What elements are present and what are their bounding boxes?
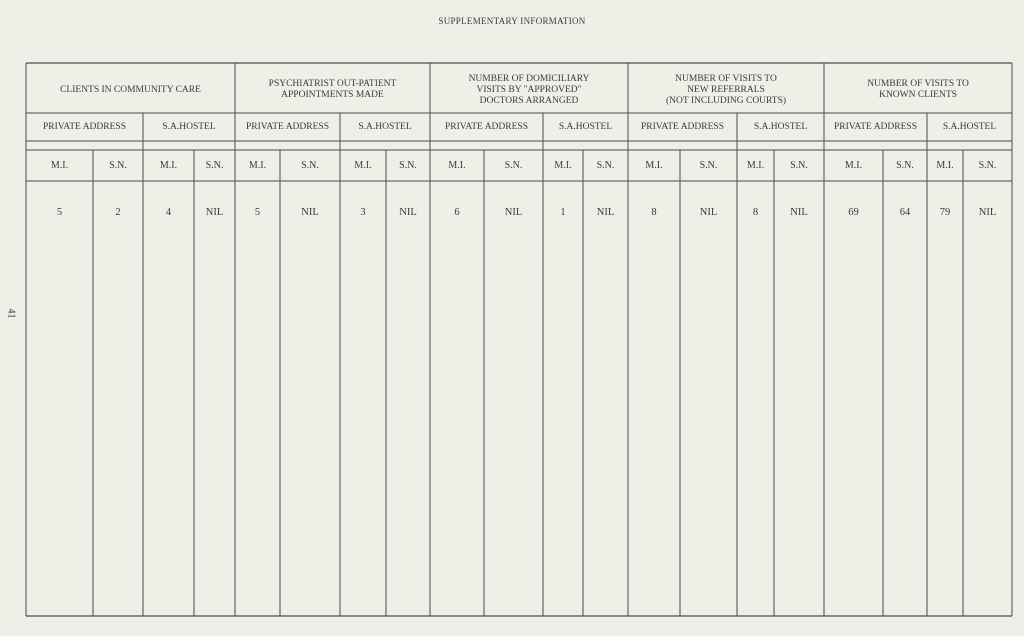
column-header: S.N.	[596, 160, 615, 171]
column-header: M.I.	[448, 160, 466, 171]
column-header: M.I.	[936, 160, 954, 171]
table-cell: 64	[899, 206, 911, 218]
column-header: S.N.	[790, 160, 808, 171]
column-header: S.N.	[109, 160, 127, 171]
table-cell: NIL	[596, 206, 615, 218]
subgroup-header: PRIVATE ADDRESS	[641, 121, 724, 132]
group-header: NUMBER OF VISITS TO KNOWN CLIENTS	[867, 79, 969, 100]
table-cell: 8	[651, 206, 657, 218]
table-cell: 8	[752, 206, 759, 218]
table-cell: 79	[939, 206, 951, 218]
column-header: M.I.	[159, 160, 178, 171]
table-cell: NIL	[978, 206, 997, 218]
column-header: M.I.	[554, 160, 572, 171]
table-cell: NIL	[699, 206, 718, 218]
subgroup-header: S.A.HOSTEL	[358, 121, 412, 132]
group-header: CLIENTS IN COMMUNITY CARE	[60, 84, 201, 95]
column-header: M.I.	[248, 160, 267, 171]
table-cell: NIL	[790, 206, 808, 218]
table-cell: 5	[254, 206, 261, 218]
subgroup-header: S.A.HOSTEL	[753, 121, 808, 132]
table-cell: NIL	[399, 206, 417, 218]
table-cell: NIL	[504, 206, 523, 218]
table-cell: 5	[56, 206, 63, 218]
subgroup-header: S.A.HOSTEL	[558, 121, 613, 132]
subgroup-header: PRIVATE ADDRESS	[43, 121, 126, 132]
table-cell: 2	[115, 206, 121, 218]
table-cell: NIL	[205, 206, 224, 218]
subgroup-header: S.A.HOSTEL	[162, 121, 216, 132]
column-header: M.I.	[746, 160, 765, 171]
group-header: PSYCHIATRIST OUT-PATIENT APPOINTMENTS MADE	[268, 79, 397, 100]
page-title: SUPPLEMENTARY INFORMATION	[438, 16, 586, 26]
group-header: NUMBER OF DOMICILIARY VISITS BY "APPROVED" DOCTORS ARRANGED	[468, 73, 590, 106]
table-cell: 4	[165, 206, 172, 218]
column-header: S.N.	[699, 160, 718, 171]
column-header: S.N.	[205, 160, 224, 171]
column-header: M.I.	[844, 160, 863, 171]
subgroup-header: PRIVATE ADDRESS	[246, 121, 329, 132]
page-number: 41	[5, 308, 17, 319]
table-cell: 1	[560, 206, 566, 218]
table-cell: 69	[848, 206, 859, 218]
table-cell: 3	[360, 206, 366, 218]
group-header: NUMBER OF VISITS TO NEW REFERRALS (NOT INCLUDING COURTS)	[665, 73, 787, 106]
column-header: S.N.	[504, 160, 523, 171]
column-header: M.I.	[50, 160, 69, 171]
column-header: S.N.	[896, 160, 914, 171]
subgroup-header: S.A.HOSTEL	[942, 121, 997, 132]
table-cell: 6	[454, 206, 460, 218]
column-header: S.N.	[301, 160, 319, 171]
subgroup-header: PRIVATE ADDRESS	[445, 121, 528, 132]
table-cell: NIL	[301, 206, 319, 218]
column-header: S.N.	[399, 160, 417, 171]
subgroup-header: PRIVATE ADDRESS	[834, 121, 917, 132]
column-header: M.I.	[354, 160, 372, 171]
column-header: S.N.	[978, 160, 997, 171]
column-header: M.I.	[645, 160, 663, 171]
